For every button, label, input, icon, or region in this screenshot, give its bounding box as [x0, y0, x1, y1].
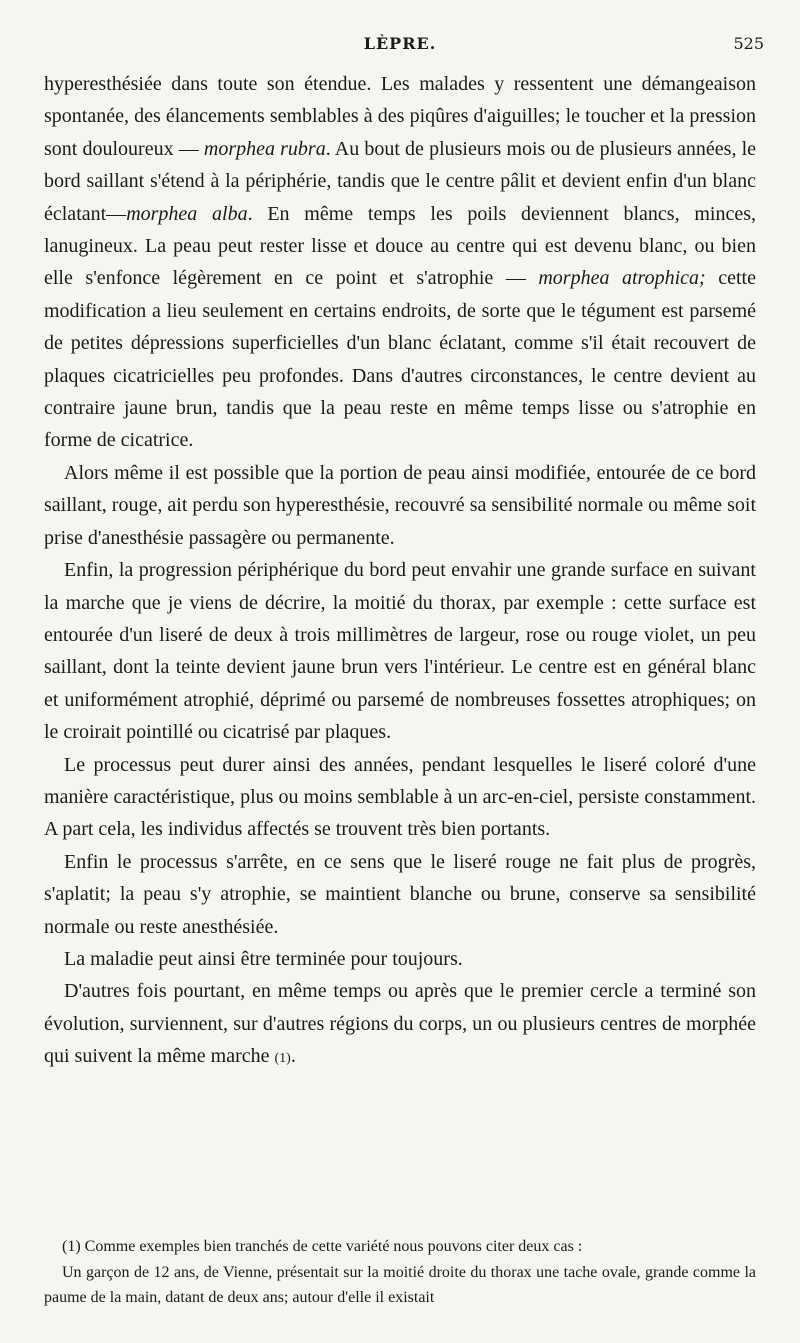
text-run: . [290, 1045, 296, 1068]
footnotes [44, 1234, 756, 1311]
text-run: . Au bout de plusieurs mois ou de plusieurs années, le bord saillant s'étend à la périphérie, tandis que le centre pâlit et devient enfin d'un blanc éclatant— [44, 137, 757, 225]
paragraph [44, 554, 756, 748]
text-run: Le processus peut durer ainsi des années, pendant lesquelles le liseré coloré d'une manière caractéristique, plus ou moins semblable à un arc-en-ciel, persiste constamment. A part cela, les individus affectés se trouvent très bien portants. [44, 753, 756, 841]
body-text [44, 68, 756, 1076]
paragraph [44, 68, 756, 457]
paragraph [44, 749, 756, 846]
paragraph [44, 457, 756, 554]
page-header [0, 30, 800, 60]
footnote: (1) Comme exemples bien tranchés de cette variété nous pouvons citer deux cas : [62, 1238, 583, 1255]
running-title: LÈPRE. [363, 34, 437, 53]
text-run: Alors même il est possible que la portion de peau ainsi modifiée, entourée de ce bord saillant, rouge, ait perdu son hyperesthésie, recouvré sa sensibilité normale ou même soit prise d'anesthésie passagère ou permanente. [44, 461, 756, 549]
footnote-reference: (1) [274, 1051, 291, 1067]
paragraph [44, 846, 756, 943]
text-run: . En même temps les poils deviennent blancs, minces, lanugineux. La peau peut rester lisse et douce au centre qui est devenu blanc, ou bien elle s'enfonce légèrement en ce point et s'atrophie — [44, 202, 756, 290]
text-run: Enfin, la progression périphérique du bord peut envahir une grande surface en suivant la marche que je viens de décrire, la moitié du thorax, par exemple : cette surface est entourée d'un liseré de deux à trois millimètres de largeur, rose ou rouge violet, un peu saillant, dont la teinte devient jaune brun vers l'intérieur. Le centre est en général blanc et uniformément atrophié, déprimé ou parsemé de nombreuses fossettes atrophiques; on le croirait pointillé ou cicatrisé par plaques. [44, 559, 756, 744]
text-run: D'autres fois pourtant, en même temps ou après que le premier cercle a terminé son évolution, surviennent, sur d'autres régions du corps, un ou plusieurs centres de morphée qui suivent la même marche [44, 980, 756, 1068]
footnote: Un garçon de 12 ans, de Vienne, présentait sur la moitié droite du thorax une tache ovale, grande comme la paume de la main, datant de deux ans; autour d'elle il existait [44, 1263, 756, 1306]
page-number: 525 [733, 34, 764, 53]
paragraph [44, 943, 756, 975]
text-run: La maladie peut ainsi être terminée pour toujours. [64, 947, 463, 970]
text-run: Enfin le processus s'arrête, en ce sens que le liseré rouge ne fait plus de progrès, s'aplatit; la peau s'y atrophie, se maintient blanche ou brune, conserve sa sensibilité normale ou reste anesthésiée. [44, 850, 756, 938]
paragraph [44, 975, 756, 1075]
text-run: cette modification a lieu seulement en certains endroits, de sorte que le tégument est parsemé de petites dépressions superficielles d'un blanc éclatant, comme s'il était recouvert de plaques cicatricielles peu profondes. Dans d'autres circonstances, le centre devient au contraire jaune brun, tandis que la peau reste en même temps lisse ou s'atrophie en forme de cicatrice. [44, 267, 756, 452]
text-run: hyperesthésiée dans toute son étendue. Les malades y ressentent une démangeaison spontanée, des élancements semblables à des piqûres d'aiguilles; le toucher et la pression sont douloureux — [44, 73, 756, 160]
italic-term: morphea alba [126, 202, 248, 225]
italic-term: morphea atrophica; [538, 267, 706, 290]
italic-term: morphea rubra [203, 137, 326, 160]
